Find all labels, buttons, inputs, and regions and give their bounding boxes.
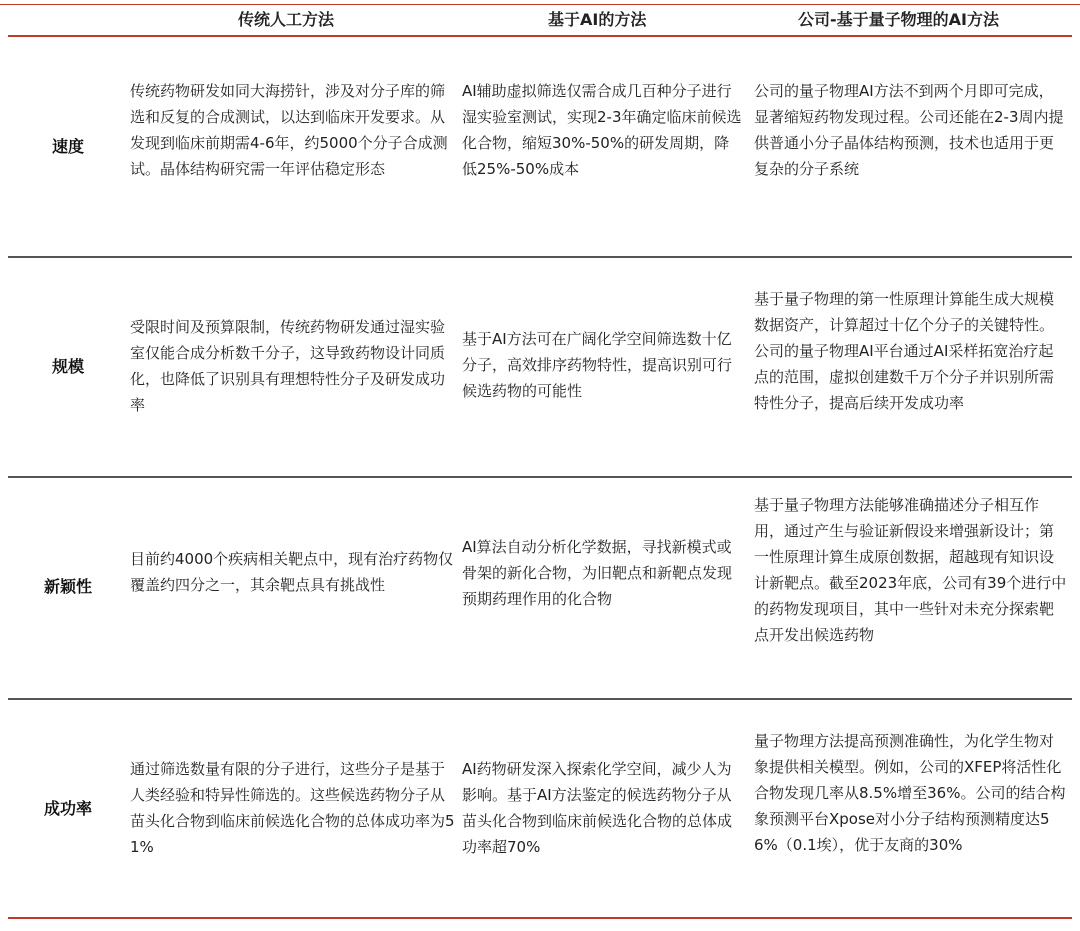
- cell-success-traditional: 通过筛选数量有限的分子进行，这些分子是基于人类经验和特异性筛选的。这些候选药物分子从苗头化合物到临床前候选化合物的总体成功率为51%: [130, 760, 455, 856]
- cell-novelty-ai: AI算法自动分析化学数据，寻找新模式或骨架的新化合物，为旧靶点和新靶点发现预期药理作用的化合物: [462, 538, 733, 608]
- cell-speed-traditional: 传统药物研发如同大海捞针，涉及对分子库的筛选和反复的合成测试，以达到临床开发要求。从发现到临床前期需4-6年，约5000个分子合成测试。晶体结构研究需一年评估稳定形态: [130, 82, 448, 178]
- cell-scale-ai: 基于AI方法可在广阔化学空间筛选数十亿分子，高效排序药物特性，提高识别可行候选药物的可能性: [462, 330, 733, 400]
- header-company: 公司-基于量子物理的AI方法: [798, 10, 999, 29]
- bottom-border: [8, 917, 1072, 919]
- cell-success-company: 量子物理方法提高预测准确性，为化学生物对象提供相关模型。例如，公司的XFEP将活性化合物发现几率从8.5%增至36%。公司的结合构象预测平台Xpose对小分子结构预测精度达56%（0.1埃），优于友商的30%: [754, 732, 1066, 854]
- row-label-scale: 规模: [51, 357, 84, 376]
- cell-scale-traditional: 受限时间及预算限制，传统药物研发通过湿实验室仅能合成分析数千分子，这导致药物设计同质化，也降低了识别具有理想特性分子及研发成功率: [130, 318, 446, 414]
- row-label-success-rate: 成功率: [43, 799, 92, 818]
- cell-success-ai: AI药物研发深入探索化学空间，减少人为影响。基于AI方法鉴定的候选药物分子从苗头化合物到临床前候选化合物的总体成功率超70%: [462, 760, 733, 856]
- header-ai: 基于AI的方法: [548, 10, 647, 29]
- table-row-speed: [0, 36, 1080, 256]
- header-traditional: 传统人工方法: [238, 10, 335, 29]
- cell-novelty-company: 基于量子物理方法能够准确描述分子相互作用，通过产生与验证新假设来增强新设计；第一性原理计算生成原创数据，超越现有知识设计新靶点。截至2023年底，公司有39个进行中的药物发现项目，其中一些针对未充分探索靶点开发出候选药物: [754, 496, 1067, 644]
- table-header: [0, 4, 1080, 34]
- cell-speed-company: 公司的量子物理AI方法不到两个月即可完成，显著缩短药物发现过程。公司还能在2-3周内提供普通小分子晶体结构预测，技术也适用于更复杂的分子系统: [754, 82, 1064, 178]
- table-row-scale: [0, 258, 1080, 476]
- row-label-speed: 速度: [51, 137, 84, 156]
- cell-scale-company: 基于量子物理的第一性原理计算能生成大规模数据资产，计算超过十亿个分子的关键特性。公司的量子物理AI平台通过AI采样拓宽治疗起点的范围，虚拟创建数千万个分子并识别所需特性分子，提高后续开发成功率: [754, 290, 1055, 412]
- row-label-novelty: 新颖性: [43, 577, 92, 596]
- cell-novelty-traditional: 目前约4000个疾病相关靶点中，现有治疗药物仅覆盖约四分之一，其余靶点具有挑战性: [130, 550, 454, 594]
- table-row-success-rate: [0, 700, 1080, 917]
- table-row-novelty: [0, 478, 1080, 698]
- cell-speed-ai: AI辅助虚拟筛选仅需合成几百种分子进行湿实验室测试，实现2-3年确定临床前候选化合物，缩短30%-50%的研发周期，降低25%-50%成本: [462, 82, 742, 178]
